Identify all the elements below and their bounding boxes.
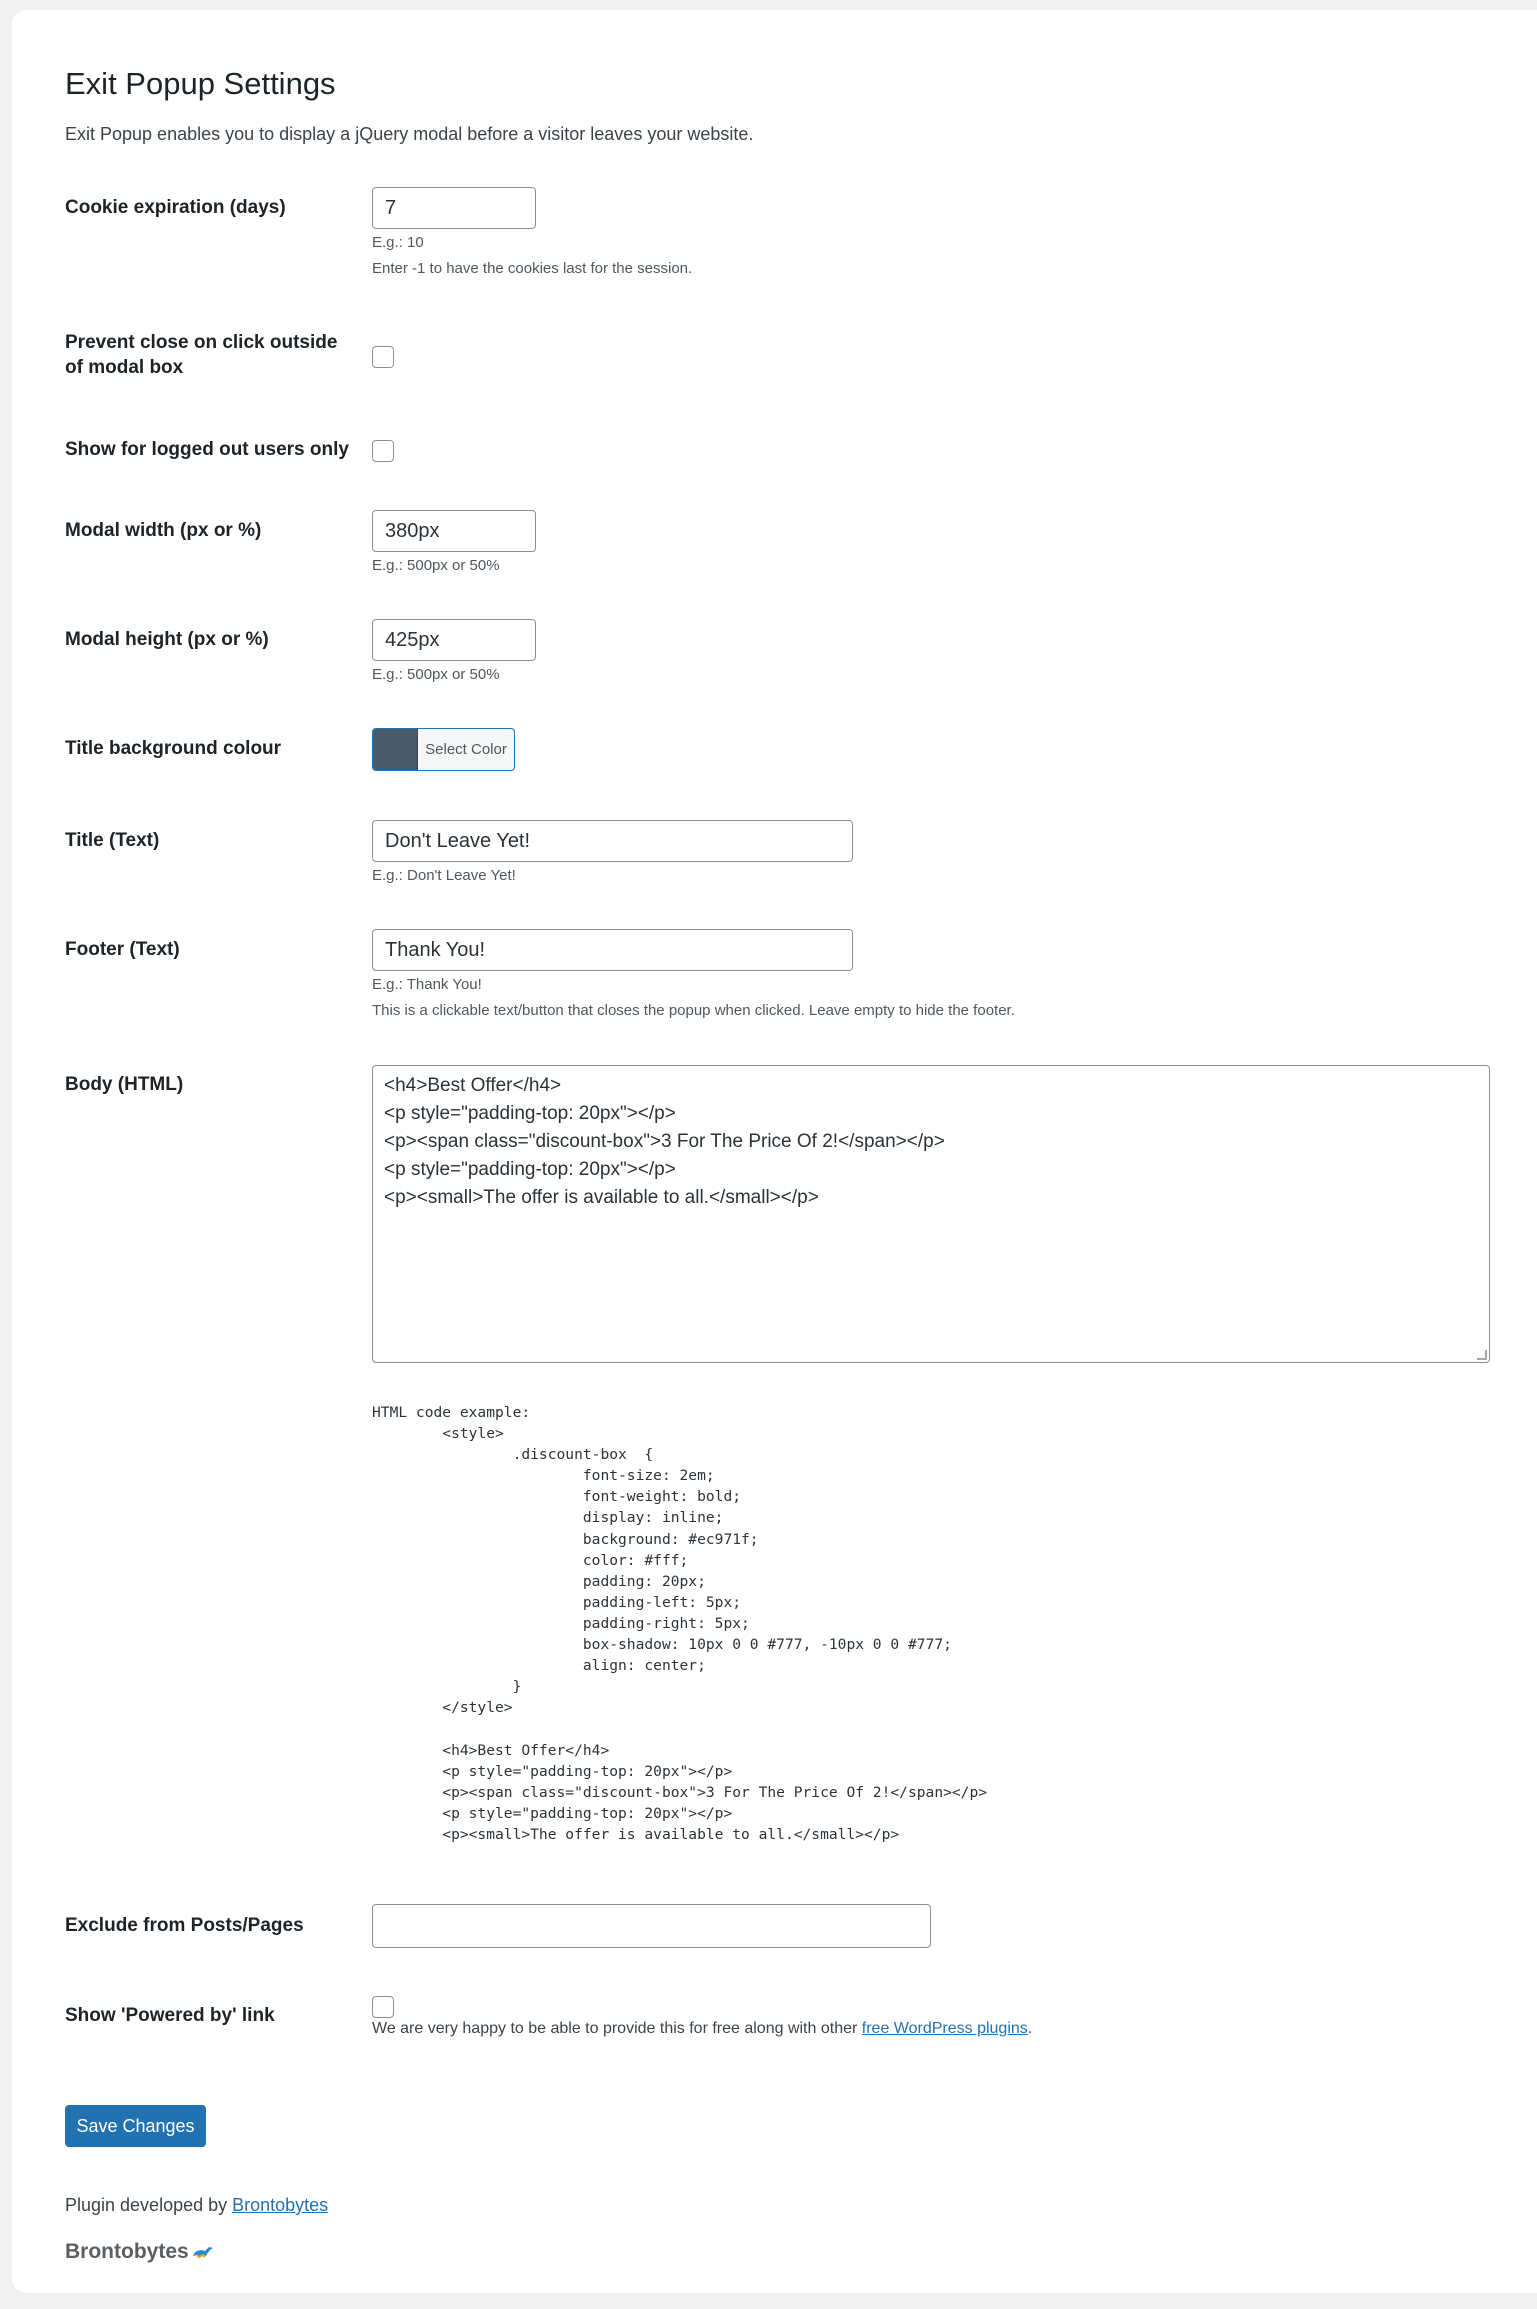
body-html-textarea[interactable] xyxy=(372,1065,1490,1363)
title-text-example: E.g.: Don't Leave Yet! xyxy=(372,867,516,884)
modal-width-input[interactable]: 380px xyxy=(372,510,536,552)
modal-width-example: E.g.: 500px or 50% xyxy=(372,557,500,574)
body-html-line: <p style="padding-top: 20px"></p> xyxy=(384,1103,676,1124)
developed-by-text: Plugin developed by xyxy=(65,2195,233,2215)
page-title: Exit Popup Settings xyxy=(65,66,336,101)
powered-by-checkbox[interactable] xyxy=(372,1996,394,2018)
footer-text-input[interactable]: Thank You! xyxy=(372,929,853,971)
select-color-button[interactable] xyxy=(372,728,515,771)
body-html-line: <p><small>The offer is available to all.</small></p> xyxy=(384,1187,819,1208)
powered-by-label: Show 'Powered by' link xyxy=(65,2005,275,2026)
settings-panel xyxy=(12,10,1537,2293)
powered-by-note xyxy=(372,2020,1032,2038)
title-text-label: Title (Text) xyxy=(65,830,160,851)
cookie-expiration-example: E.g.: 10 xyxy=(372,234,424,251)
modal-width-label: Modal width (px or %) xyxy=(65,520,262,541)
free-plugins-link[interactable]: free WordPress plugins xyxy=(861,2020,1028,2037)
html-code-example: HTML code example: <style> .discount-box { font-size: 2em; font-weight: bold; display: inline; background: #ec971f; color: #fff; padding: 20px; padding-left: 5px; padding-right: 5px; box-shadow: 10px 0 0 #777, -10px 0 0 #777; align: center; } </style> <h4>Best Offer</h4> <p style="padding-top: 20px"></p> <p><span class="discount-box">3 For The Price Of 2!</span></p> <p style="padding-top: 20px"></p> <p><small>The offer is available to all.</small></p> xyxy=(372,1404,988,1843)
body-html-line: <p style="padding-top: 20px"></p> xyxy=(384,1159,676,1180)
plugin-developer xyxy=(65,2195,328,2216)
logged-out-only-checkbox[interactable] xyxy=(372,440,394,462)
title-bg-colour-label: Title background colour xyxy=(65,738,282,759)
body-html-line: <h4>Best Offer</h4> xyxy=(384,1075,562,1096)
color-swatch xyxy=(373,729,418,770)
cookie-expiration-help: Enter -1 to have the cookies last for the session. xyxy=(372,260,693,277)
body-html-label: Body (HTML) xyxy=(65,1074,184,1095)
footer-text-label: Footer (Text) xyxy=(65,939,180,960)
powered-by-note-text: We are very happy to be able to provide this for free along with other xyxy=(372,2020,862,2037)
body-html-line: <p><span class="discount-box">3 For The Price Of 2!</span></p> xyxy=(384,1131,945,1152)
select-color-label: Select Color xyxy=(425,741,507,758)
cookie-expiration-input[interactable]: 7 xyxy=(372,187,536,229)
prevent-close-checkbox[interactable] xyxy=(372,346,394,368)
prevent-close-label: Prevent close on click outside of modal box xyxy=(65,332,338,378)
logged-out-only-label: Show for logged out users only xyxy=(65,439,349,460)
powered-by-note-end: . xyxy=(1027,2020,1033,2037)
footer-text-example: E.g.: Thank You! xyxy=(372,976,482,993)
exclude-label: Exclude from Posts/Pages xyxy=(65,1915,304,1936)
brontobytes-logo[interactable] xyxy=(65,2240,215,2264)
modal-height-input[interactable]: 425px xyxy=(372,619,536,661)
modal-height-example: E.g.: 500px or 50% xyxy=(372,666,500,683)
page-intro: Exit Popup enables you to display a jQuery modal before a visitor leaves your website. xyxy=(65,124,754,144)
footer-text-help: This is a clickable text/button that closes the popup when clicked. Leave empty to hide the footer. xyxy=(372,1002,1015,1019)
modal-height-label: Modal height (px or %) xyxy=(65,629,269,650)
exclude-input[interactable] xyxy=(372,1904,931,1948)
logo-text: Brontobytes xyxy=(65,2240,189,2263)
save-changes-button[interactable]: Save Changes xyxy=(65,2105,206,2147)
cookie-expiration-label: Cookie expiration (days) xyxy=(65,197,286,218)
title-text-input[interactable]: Don't Leave Yet! xyxy=(372,820,853,862)
resize-grip-icon[interactable] xyxy=(1477,1350,1487,1360)
brontosaurus-icon xyxy=(191,2244,215,2260)
brontobytes-link[interactable]: Brontobytes xyxy=(232,2195,329,2215)
